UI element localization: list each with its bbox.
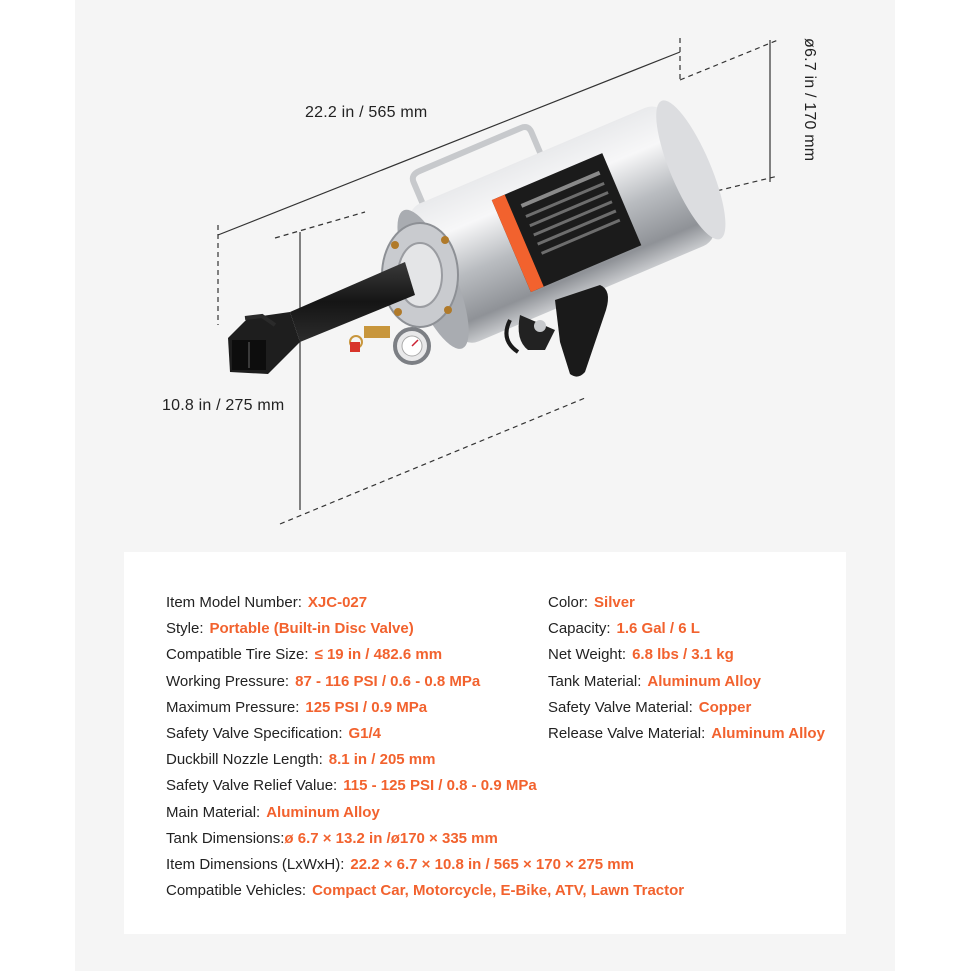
- spec-key: Compatible Vehicles:: [166, 882, 307, 900]
- spec-key: Compatible Tire Size:: [166, 646, 309, 664]
- spec-key: Style:: [166, 620, 204, 638]
- spec-value: ≤ 19 in / 482.6 mm: [314, 646, 443, 664]
- spec-value: 115 - 125 PSI / 0.8 - 0.9 MPa: [343, 777, 537, 795]
- spec-value: Compact Car, Motorcycle, E-Bike, ATV, Lawn Tractor: [312, 882, 685, 900]
- spec-key: Color:: [548, 594, 589, 611]
- spec-row-tank-dimensions: [166, 826, 684, 852]
- spec-key: Item Model Number:: [166, 594, 302, 611]
- spec-key: Safety Valve Relief Value:: [166, 777, 338, 795]
- spec-value: 8.1 in / 205 mm: [328, 751, 436, 769]
- spec-value: Aluminum Alloy: [266, 803, 380, 821]
- spec-key: Tank Material:: [548, 672, 642, 690]
- height-dimension-label: 10.8 in / 275 mm: [162, 397, 285, 414]
- pressure-gauge: [395, 329, 429, 363]
- spec-value: G1/4: [348, 724, 382, 742]
- spec-value: 6.8 lbs / 3.1 kg: [632, 646, 734, 664]
- spec-row-item-dimensions: [166, 852, 684, 878]
- spec-key: Capacity:: [548, 620, 611, 638]
- spec-value: Portable (Built-in Disc Valve): [209, 620, 414, 638]
- spec-row-nozzle-length: [166, 747, 684, 773]
- spec-key: Safety Valve Specification:: [166, 724, 343, 742]
- spec-value: XJC-027: [307, 594, 368, 611]
- duckbill-nozzle: [228, 262, 415, 374]
- spec-value: Aluminum Alloy: [647, 672, 761, 690]
- spec-row-main-material: [166, 800, 684, 826]
- spec-row-safety-valve-material: [548, 695, 825, 721]
- safety-valve: [350, 326, 390, 352]
- spec-key: Release Valve Material:: [548, 724, 706, 742]
- spec-value: 1.6 Gal / 6 L: [616, 620, 700, 638]
- spec-key: Net Weight:: [548, 646, 627, 664]
- specifications-card: [124, 552, 846, 934]
- spec-key: Safety Valve Material:: [548, 698, 693, 716]
- spec-value: 125 PSI / 0.9 MPa: [305, 698, 428, 716]
- spec-value: 22.2 × 6.7 × 10.8 in / 565 × 170 × 275 mm: [350, 855, 634, 873]
- spec-key: Tank Dimensions:: [166, 829, 285, 847]
- spec-row-capacity: [548, 616, 825, 642]
- spec-row-color: [548, 590, 825, 616]
- spec-value: Aluminum Alloy: [711, 724, 825, 742]
- spec-key: Main Material:: [166, 803, 261, 821]
- spec-value: ø 6.7 × 13.2 in /ø170 × 335 mm: [284, 829, 498, 847]
- spec-value: 87 - 116 PSI / 0.6 - 0.8 MPa: [295, 672, 481, 690]
- spec-key: Item Dimensions (LxWxH):: [166, 855, 345, 873]
- spec-key: Maximum Pressure:: [166, 698, 300, 716]
- spec-row-net-weight: [548, 642, 825, 668]
- spec-row-release-valve-material: [548, 721, 825, 747]
- diameter-dimension-label: ø6.7 in / 170 mm: [801, 38, 818, 162]
- spec-key: Working Pressure:: [166, 672, 290, 690]
- spec-key: Duckbill Nozzle Length:: [166, 751, 323, 769]
- spec-value: Silver: [594, 594, 635, 611]
- spec-row-tank-material: [548, 669, 825, 695]
- spec-row-relief-value: [166, 773, 684, 799]
- specs-right-column: [548, 590, 825, 747]
- length-dimension-label: 22.2 in / 565 mm: [305, 104, 428, 121]
- spec-value: Copper: [698, 698, 752, 716]
- spec-row-compatible-vehicles: [166, 878, 684, 904]
